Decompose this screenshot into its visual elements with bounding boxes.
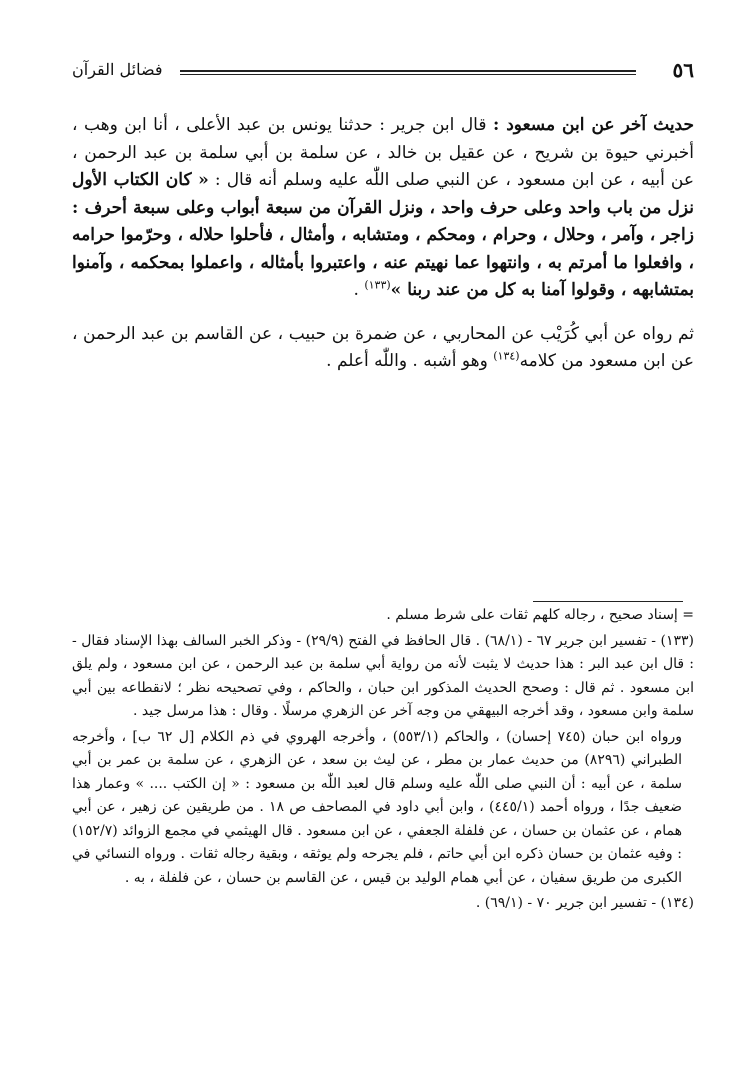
main-text <box>72 112 694 392</box>
paragraph-1-end: . <box>353 280 359 300</box>
hadith-text: « كان الكتاب الأول نزل من باب واحد وعلى حرف واحد ، ونزل القرآن من سبعة أبواب وعلى سبعة أحرف : زاجر ، وآمر ، وحلال ، وحرام ، ومحكم ، ومتشابه ، وأمثال ، فأحلوا حلاله ، وحرّموا حرامه ، وافعلوا ما أمرتم به ، وانتهوا عما نهيتم عنه ، واعتبروا بأمثاله ، واعملوا بمحكمه ، وآمنوا بمتشابهه ، وقولوا آمنا به كل من عند ربنا » <box>72 170 694 300</box>
section-heading: حديث آخر عن ابن مسعود : <box>492 115 694 135</box>
page-number: ٥٦ <box>672 58 694 82</box>
footnote-continuation: = إسناد صحيح ، رجاله كلهم ثقات على شرط مسلم . <box>386 607 694 623</box>
paragraph-2-end: وهو أشبه . واللّٰه أعلم . <box>326 351 488 371</box>
footnote-ref-133: (١٣٣) <box>364 278 391 292</box>
paragraph-2-text: ثم رواه عن أبي كُرَيْب عن المحاربي ، عن ضمرة بن حبيب ، عن القاسم بن عبد الرحمن ، عن ابن مسعود من كلامه <box>72 323 694 371</box>
paragraph-1 <box>72 112 694 305</box>
footnote-133: (١٣٣) - تفسير ابن جرير ٦٧ - (٦٨/١) . قال الحافظ في الفتح (٢٩/٩) - وذكر الخبر السالف بهذا الإسناد فقال - : قال ابن عبد البر : هذا حديث لا يثبت لأنه من رواية أبي سلمة بن عبد الرحمن ، عن ابن مسعود ، ولم يلق ابن مسعود . ثم قال : وصحح الحديث المذكور ابن حبان ، والحاكم ، وفي تصحيحه نظر ؛ لانقطاعه بين أبي سلمة وابن مسعود ، وقد أخرجه البيهقي من وجه آخر عن الزهري مرسلًا . وقال : هذا مرسل جيد . <box>72 632 694 719</box>
footnote-133-continued: ورواه ابن حبان (٧٤٥ إحسان) ، والحاكم (٥٥٣/١) ، وأخرجه الهروي في ذم الكلام [ل ٦٢ ب] ، وأخرجه الطبراني (٨٢٩٦) من حديث عمار بن مطر ، عن ليث بن سعد ، عن الزهري ، عن سلمة بن عمر بن أبي سلمة ، عن أبيه : أن النبي صلى اللّٰه عليه وسلم قال لعبد اللّٰه بن مسعود : « إن الكتب .... » وعمار هذا ضعيف جدًا ، ورواه أحمد (٤٤٥/١) ، وابن أبي داود في المصاحف ص ١٨ . من طريقين عن زهير ، عن أبي همام ، عن عثمان بن حسان ، عن فلفلة الجعفي ، عن ابن مسعود . قال الهيثمي في مجمع الزوائد (١٥٢/٧) : وفيه عثمان بن حسان ذكره ابن أبي حاتم ، فلم يجرحه ولم يوثقه ، وبقية رجاله ثقات . ورواه النسائي في الكبرى من طريق سفيان ، عن أبي همام الوليد بن قيس ، عن القاسم بن حسان ، عن فلفلة ، به . <box>72 728 682 886</box>
footnote-134: (١٣٤) - تفسير ابن جرير ٧٠ - (٦٩/١) . <box>475 895 694 911</box>
footnote-ref-134: (١٣٤) <box>493 349 520 363</box>
footnotes <box>72 604 694 918</box>
footnote-separator <box>533 601 683 602</box>
paragraph-2 <box>72 321 694 376</box>
running-title: فضائل القرآن <box>72 60 163 79</box>
page-header <box>72 58 694 88</box>
header-rule <box>180 70 636 75</box>
isnad-text: قال ابن جرير : حدثنا يونس بن عبد الأعلى ، أنا ابن وهب ، أخبرني حيوة بن شريح ، عن عقيل بن خالد ، عن سلمة بن أبي سلمة بن عبد الرحمن ، عن أبيه ، عن ابن مسعود ، عن النبي صلى اللّٰه عليه وسلم أنه قال : <box>72 115 694 190</box>
